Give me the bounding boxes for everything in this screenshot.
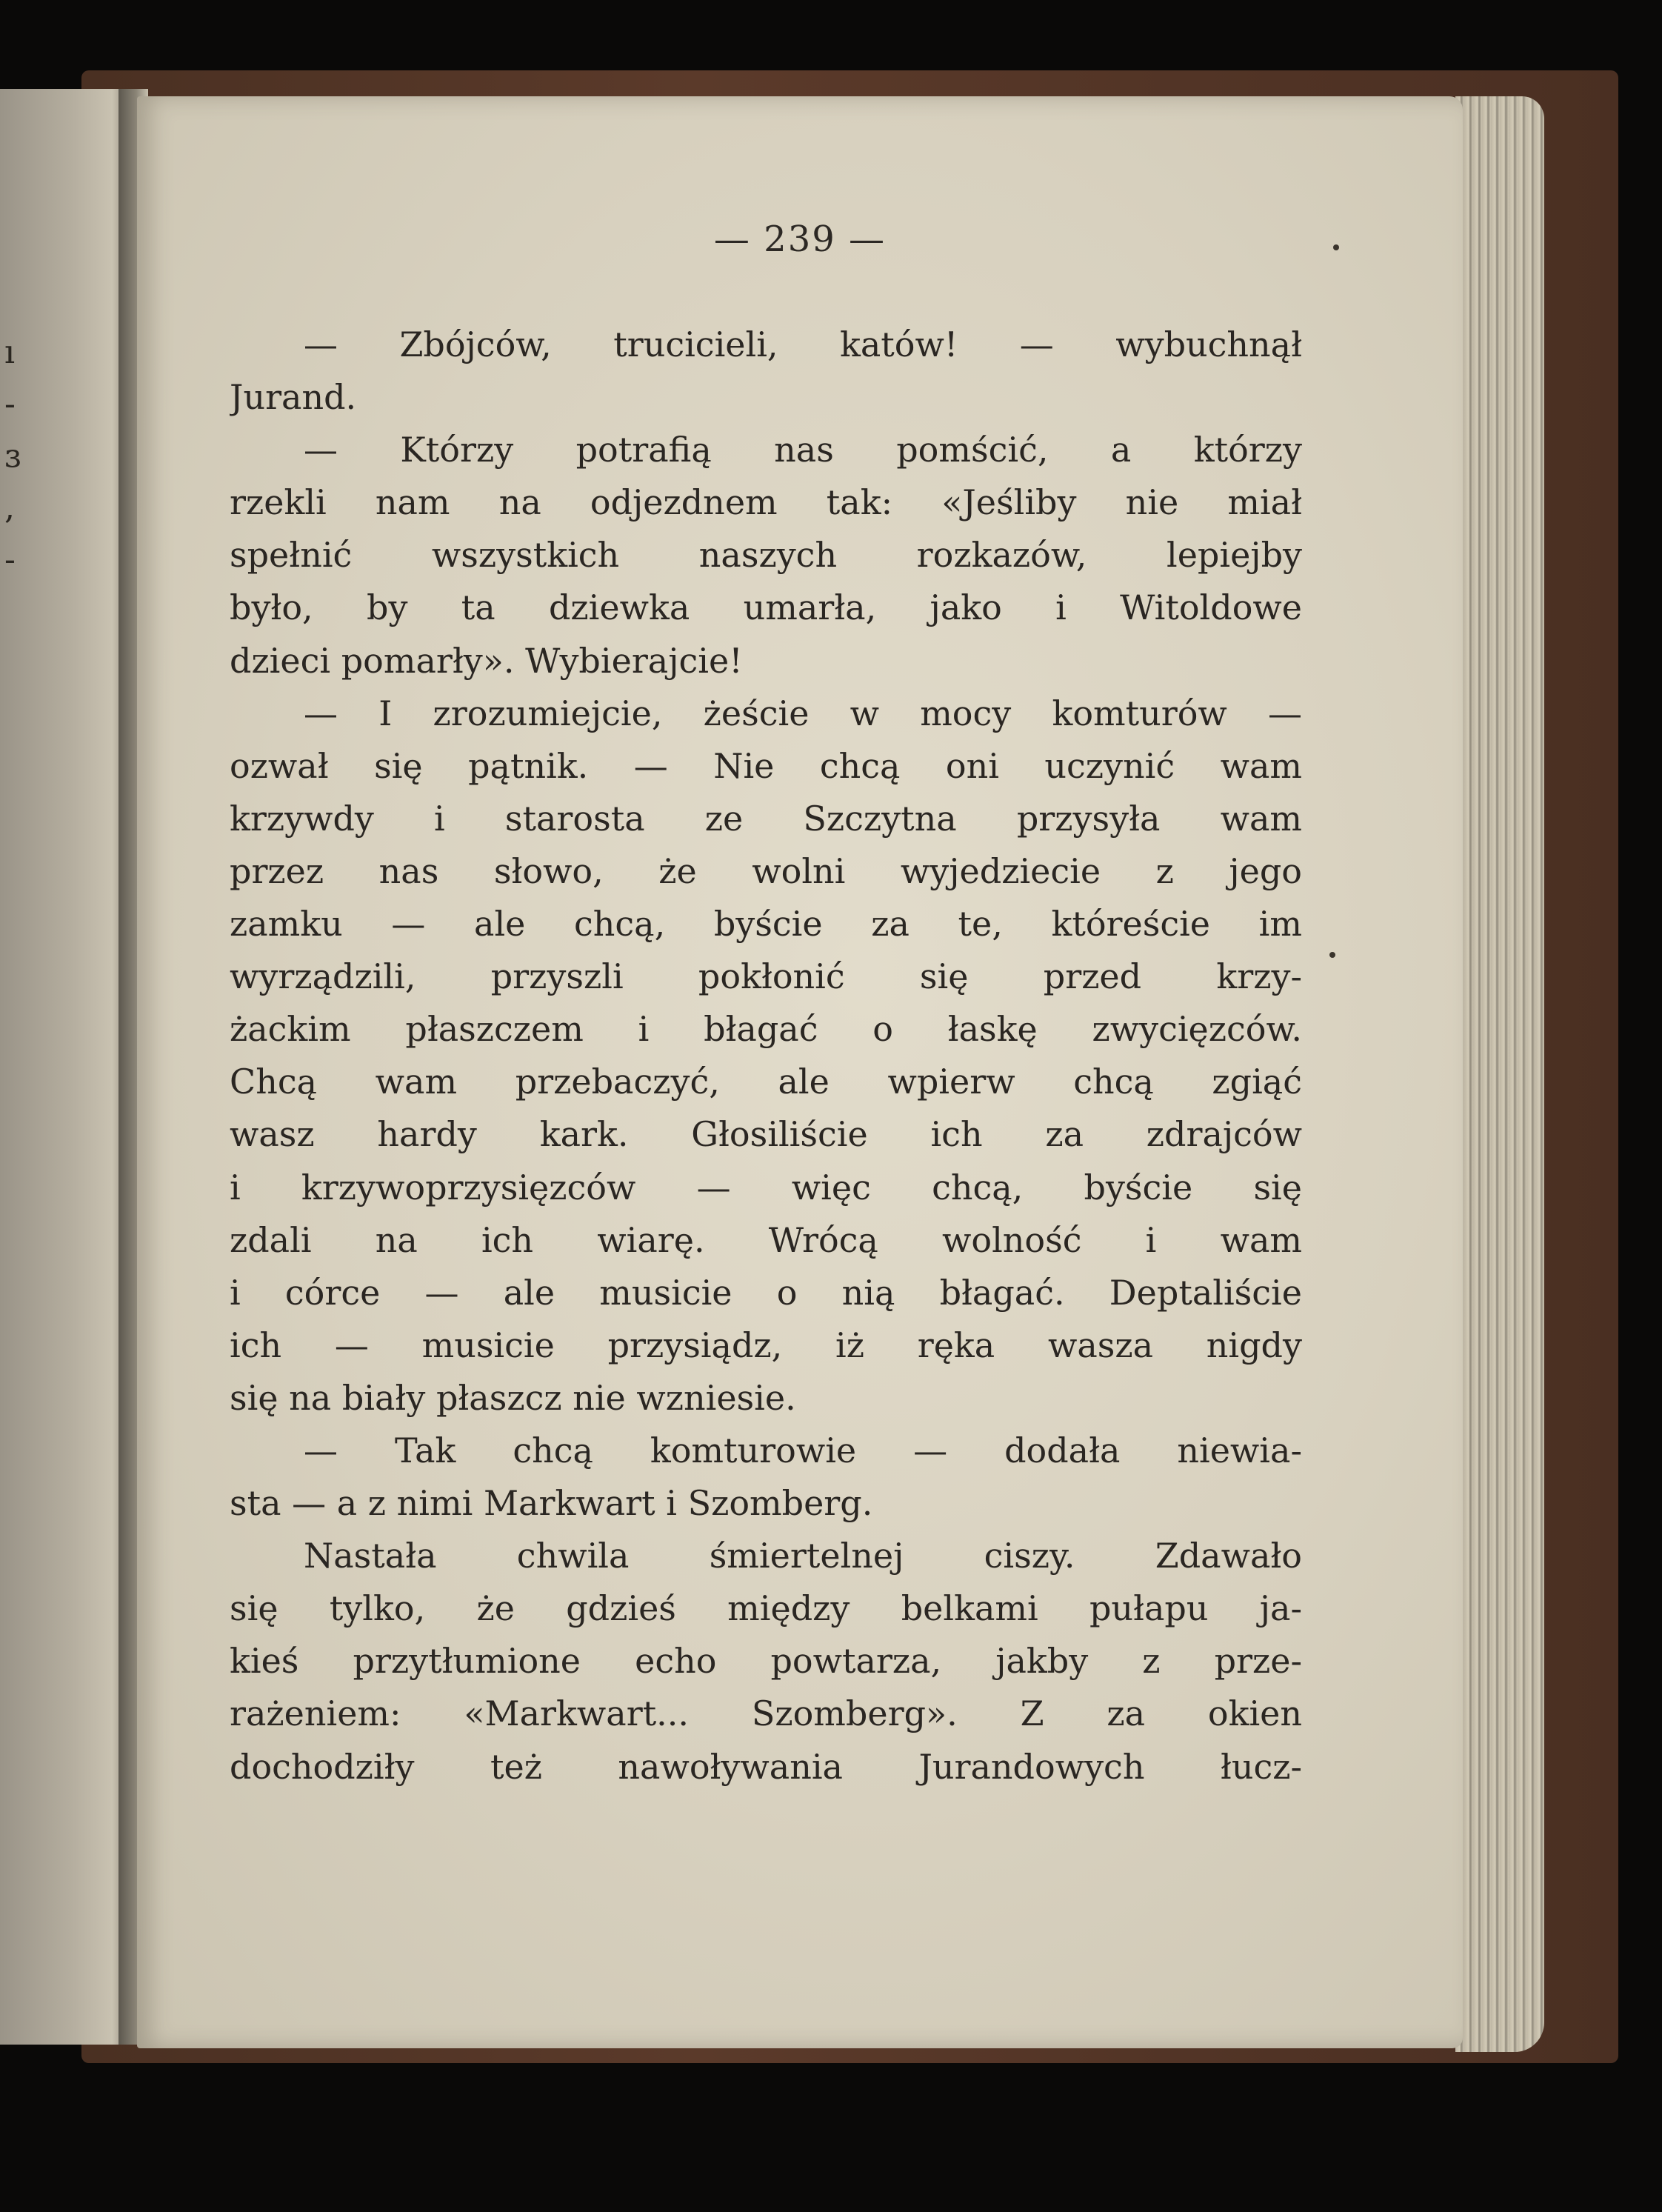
text-line: było, by ta dziewka umarła, jako i Witoldowe xyxy=(230,587,1302,628)
text-line: Chcą wam przebaczyć, ale wpierw chcą zgiąć xyxy=(230,1062,1302,1102)
text-line: zdali na ich wiarę. Wrócą wolność i wam xyxy=(230,1219,1302,1260)
text-line: — Tak chcą komturowie — dodała niewia- xyxy=(304,1430,1302,1470)
text-line: — I zrozumiejcie, żeście w mocy komturów — xyxy=(304,693,1302,733)
text-line: dochodziły też nawoływania Jurandowych łucz- xyxy=(230,1746,1302,1787)
text-line: ich — musicie przysiądz, iż ręka wasza nigdy xyxy=(230,1325,1302,1365)
text-line: rażeniem: «Markwart... Szomberg». Z za okien xyxy=(230,1693,1302,1734)
text-line: się na biały płaszcz nie wzniesie. xyxy=(230,1377,796,1418)
left-fragment: , xyxy=(4,489,15,527)
paper-speck xyxy=(1333,244,1339,250)
text-line: się tylko, że gdzieś między belkami pułapu ja- xyxy=(230,1588,1302,1629)
text-line: wasz hardy kark. Głosiliście ich za zdrajców xyxy=(230,1114,1302,1155)
text-line: dzieci pomarły». Wybierajcie! xyxy=(230,640,743,681)
text-line: przez nas słowo, że wolni wyjedziecie z jego xyxy=(230,850,1302,891)
paper-speck xyxy=(1329,952,1335,958)
text-line: Jurand. xyxy=(230,377,357,418)
right-page xyxy=(137,96,1463,2048)
page-edges xyxy=(1455,96,1544,2052)
left-fragment: - xyxy=(4,385,16,423)
text-line: — Którzy potrafią nas pomścić, a którzy xyxy=(304,430,1302,470)
left-fragment: ɜ xyxy=(4,437,21,475)
page-number: — 239 — xyxy=(713,219,887,260)
text-line: spełnić wszystkich naszych rozkazów, lepiejby xyxy=(230,535,1302,576)
left-facing-page xyxy=(0,89,132,2045)
text-line: i krzywoprzysięzców — więc chcą, byście się xyxy=(230,1167,1302,1207)
text-line: kieś przytłumione echo powtarza, jakby z prze- xyxy=(230,1641,1302,1682)
left-page-text-fragments xyxy=(0,89,30,2045)
page-body-text xyxy=(230,319,1302,1793)
text-line: sta — a z nimi Markwart i Szomberg. xyxy=(230,1483,873,1524)
left-fragment: ı xyxy=(4,333,16,371)
text-line: krzywdy i starosta ze Szczytna przysyła wam xyxy=(230,798,1302,839)
text-line: i córce — ale musicie o nią błagać. Deptaliście xyxy=(230,1272,1302,1313)
text-line: rzekli nam na odjezdnem tak: «Jeśliby nie miał xyxy=(230,482,1302,523)
left-fragment: - xyxy=(4,541,16,579)
text-line: zamku — ale chcą, byście za te, któreście im xyxy=(230,904,1302,945)
text-line: ozwał się pątnik. — Nie chcą oni uczynić wam xyxy=(230,745,1302,786)
text-line: — Zbójców, trucicieli, katów! — wybuchnął xyxy=(304,324,1302,364)
text-line: Nastała chwila śmiertelnej ciszy. Zdawało xyxy=(304,1536,1302,1576)
text-line: wyrządzili, przyszli pokłonić się przed krzy- xyxy=(230,956,1302,997)
text-line: żackim płaszczem i błagać o łaskę zwycięzców. xyxy=(230,1009,1302,1050)
